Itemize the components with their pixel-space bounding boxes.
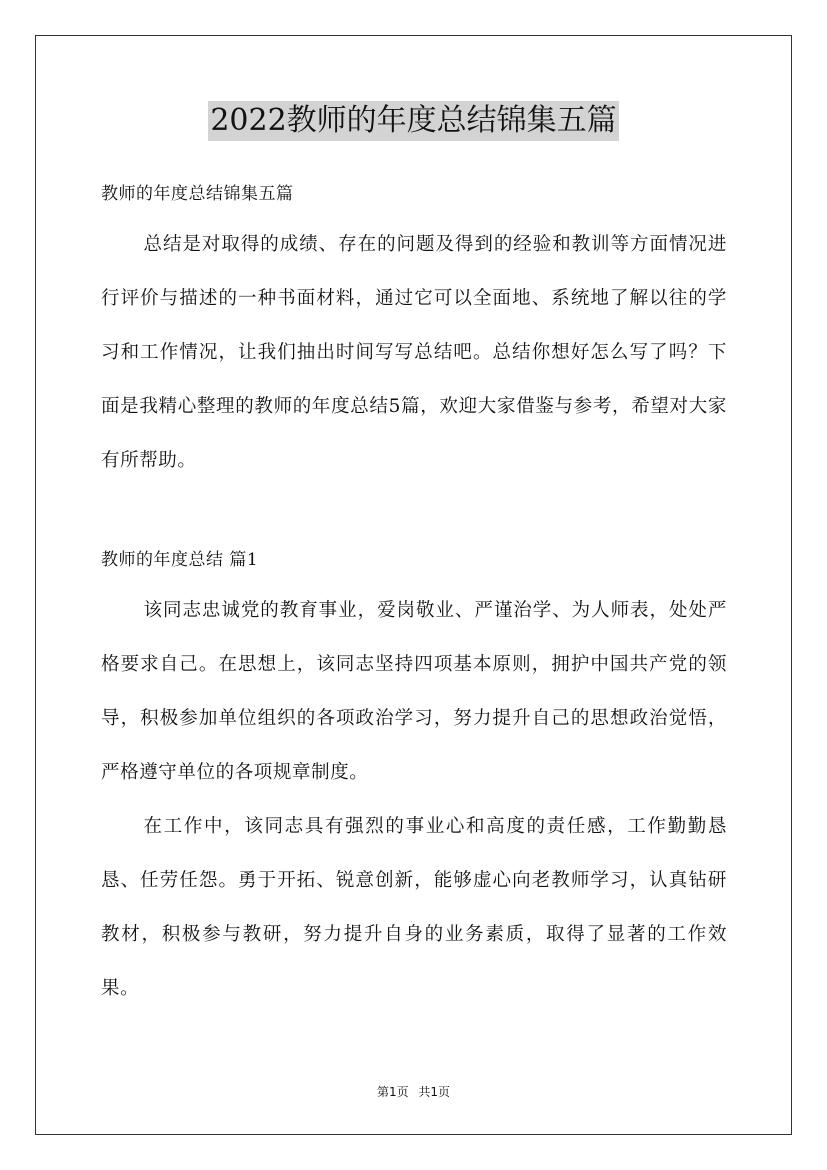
section-heading: 教师的年度总结 篇1: [101, 550, 259, 570]
body-paragraph-1: 该同志忠诚党的教育事业，爱岗敬业、严谨治学、为人师表，处处严格要求自己。在思想上，该同志坚持四项基本原则，拥护中国共产党的领导，积极参加单位组织的各项政治学习，努力提升自己的思想政治觉悟，严格遵守单位的各项规章制度。: [101, 600, 727, 783]
page-footer: [0, 1084, 827, 1100]
document-subtitle: 教师的年度总结锦集五篇: [101, 184, 294, 204]
intro-paragraph: 总结是对取得的成绩、存在的问题及得到的经验和教训等方面情况进行评价与描述的一种书面材料，通过它可以全面地、系统地了解以往的学习和工作情况，让我们抽出时间写写总结吧。总结你想好怎么写了吗？下面是我精心整理的教师的年度总结5篇，欢迎大家借鉴与参考，希望对大家有所帮助。: [101, 234, 727, 471]
body-paragraph-2: 在工作中，该同志具有强烈的事业心和高度的责任感，工作勤勤恳恳、任劳任怨。勇于开拓、锐意创新，能够虚心向老教师学习，认真钻研教材，积极参与教研，努力提升自身的业务素质，取得了显著的工作效果。: [101, 816, 727, 999]
document-title: 2022教师的年度总结锦集五篇: [208, 101, 618, 141]
page-number: 第1页: [376, 1085, 409, 1099]
title-container: [0, 101, 827, 141]
section-spacer: [101, 488, 727, 536]
page-total: 共1页: [418, 1085, 451, 1099]
document-body: [101, 170, 727, 1016]
